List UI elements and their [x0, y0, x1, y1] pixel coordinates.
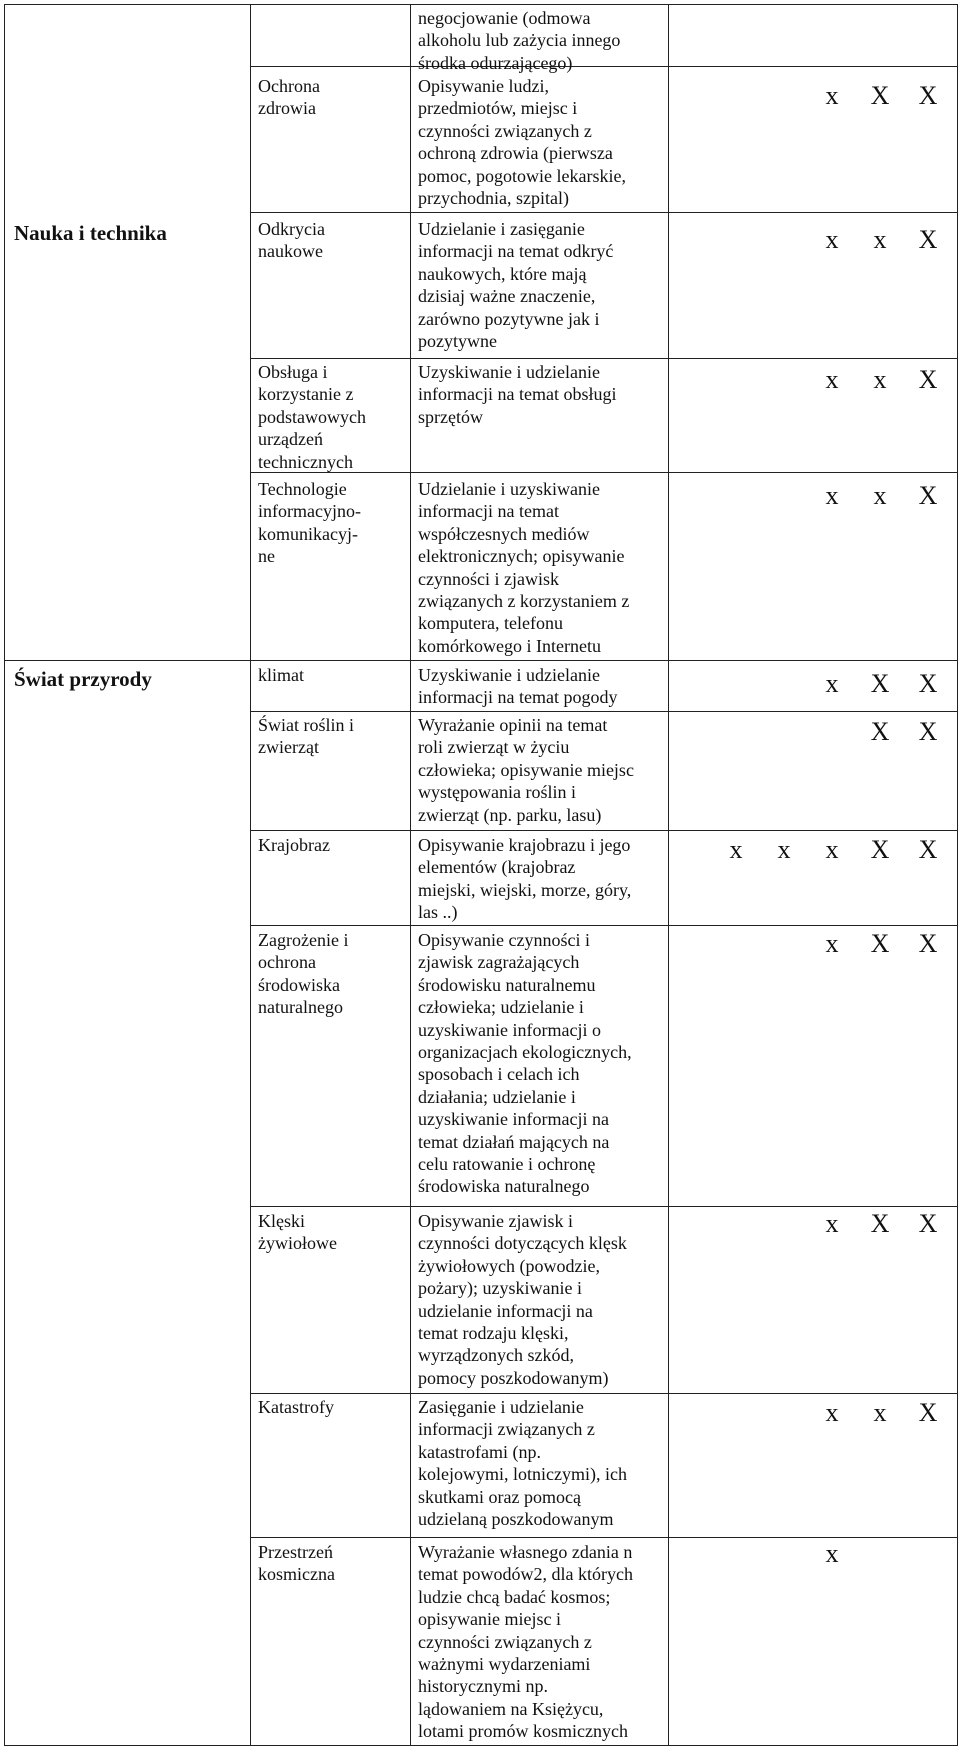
level-mark: X	[870, 81, 890, 110]
level-mark: x	[825, 1398, 839, 1427]
level-marks	[668, 224, 952, 256]
level-mark: X	[918, 1398, 938, 1427]
level-marks	[668, 668, 952, 700]
level-marks	[668, 716, 952, 748]
level-mark: x	[777, 835, 791, 864]
description-text: Zasięganie i udzielanie informacji związanych z katastrofami (np. kolejowymi, lotniczymi), ich skutkami oraz pomocą udzielaną poszkodowanym	[418, 1397, 627, 1530]
topic-label: Klęski żywiołowe	[258, 1211, 337, 1254]
column-divider-description	[668, 4, 669, 1746]
topic-label: Odkrycia naukowe	[258, 219, 325, 262]
description-text: Opisywanie czynności i zjawisk zagrażających środowisku naturalnemu człowieka; udzielanie i uzyskiwanie informacji o organizacjach ekologicznych, sposobach i celach ich działania; udzielanie i uzyskiwanie informacji na temat działań mających na celu ratowanie i ochronę środowiska naturalnego	[418, 930, 632, 1197]
topic-label: Krajobraz	[258, 835, 330, 855]
description-text: Udzielanie i uzyskiwanie informacji na temat współczesnych mediów elektronicznych; opisywanie czynności i zjawisk związanych z korzystaniem z komputera, telefonu komórkowego i Internetu	[418, 479, 630, 656]
level-mark: x	[825, 669, 839, 698]
section-divider	[4, 660, 958, 661]
description-text: Opisywanie krajobrazu i jego elementów (krajobraz miejski, wiejski, morze, góry, las ..)	[418, 835, 632, 923]
level-mark: x	[825, 929, 839, 958]
row-divider	[250, 830, 958, 831]
table-border-right	[957, 4, 958, 1746]
level-marks	[668, 480, 952, 512]
level-mark: X	[918, 365, 938, 394]
level-mark: X	[918, 1209, 938, 1238]
topic-label: Katastrofy	[258, 1397, 334, 1417]
row-divider	[250, 711, 958, 712]
level-mark: X	[918, 81, 938, 110]
column-divider-topic	[410, 4, 411, 1746]
section-label: Nauka i technika	[14, 221, 167, 245]
row-divider	[250, 1393, 958, 1394]
level-marks	[668, 1397, 952, 1429]
level-mark: x	[873, 1398, 887, 1427]
level-mark: x	[825, 365, 839, 394]
level-mark: X	[918, 717, 938, 746]
level-mark: x	[825, 225, 839, 254]
table-border-top	[4, 4, 958, 5]
level-marks	[668, 1208, 952, 1240]
level-marks	[668, 364, 952, 396]
level-mark: X	[918, 835, 938, 864]
level-mark: X	[918, 481, 938, 510]
level-mark: x	[873, 225, 887, 254]
row-divider	[250, 212, 958, 213]
table-border-left	[4, 4, 5, 1746]
topic-label: Świat roślin i zwierząt	[258, 715, 355, 758]
level-marks	[668, 834, 952, 866]
level-mark: X	[870, 717, 890, 746]
level-mark: x	[825, 481, 839, 510]
level-mark: X	[870, 669, 890, 698]
level-mark: x	[825, 1209, 839, 1238]
description-text: Opisywanie ludzi, przedmiotów, miejsc i czynności związanych z ochroną zdrowia (pierwsza pomoc, pogotowie lekarskie, przychodnia, szpital)	[418, 76, 626, 209]
description-text: negocjowanie (odmowa alkoholu lub zażycia innego środka odurzającego)	[418, 8, 621, 73]
level-mark: X	[870, 1209, 890, 1238]
level-mark: X	[870, 929, 890, 958]
description-text: Opisywanie zjawisk i czynności dotyczących klęsk żywiołowych (powodzie, pożary); uzyskiwanie i udzielanie informacji na temat rodzaju klęski, wyrządzonych szkód, pomocy poszkodowanym)	[418, 1211, 627, 1388]
description-text: Wyrażanie własnego zdania n temat powodów2, dla których ludzie chcą badać kosmos; opisywanie miejsc i czynności związanych z ważnymi wydarzeniami historycznymi np. lądowaniem na Księżycu, lotami promów kosmicznych	[418, 1542, 633, 1742]
topic-label: Przestrzeń kosmiczna	[258, 1542, 335, 1585]
level-mark: x	[873, 481, 887, 510]
level-mark: x	[825, 1539, 839, 1568]
description-text: Udzielanie i zasięganie informacji na temat odkryć naukowych, które mają dzisiaj ważne znaczenie, zarówno pozytywne jak i pozytywne	[418, 219, 614, 352]
row-divider	[250, 1206, 958, 1207]
level-marks	[668, 80, 952, 112]
level-mark: x	[873, 365, 887, 394]
description-text: Uzyskiwanie i udzielanie informacji na temat obsługi sprzętów	[418, 362, 617, 427]
row-divider	[250, 925, 958, 926]
level-mark: X	[870, 835, 890, 864]
topic-label: Zagrożenie i ochrona środowiska naturalnego	[258, 930, 349, 1018]
column-divider-area	[250, 4, 251, 1746]
topic-label: klimat	[258, 665, 304, 685]
topic-label: Technologie informacyjno- komunikacyj- ne	[258, 479, 361, 567]
description-text: Uzyskiwanie i udzielanie informacji na temat pogody	[418, 665, 618, 708]
description-text: Wyrażanie opinii na temat roli zwierząt w życiu człowieka; opisywanie miejsc występowania roślin i zwierząt (np. parku, lasu)	[418, 715, 634, 825]
level-mark: X	[918, 225, 938, 254]
level-mark: x	[825, 835, 839, 864]
level-mark: X	[918, 669, 938, 698]
level-mark: x	[729, 835, 743, 864]
row-divider	[250, 358, 958, 359]
level-mark: X	[918, 929, 938, 958]
section-label: Świat przyrody	[14, 667, 152, 691]
level-mark: x	[825, 81, 839, 110]
level-marks	[668, 928, 952, 960]
table-border-bottom	[4, 1745, 958, 1746]
level-marks	[668, 1538, 952, 1570]
topic-label: Ochrona zdrowia	[258, 76, 320, 119]
topic-label: Obsługa i korzystanie z podstawowych urządzeń technicznych	[258, 362, 366, 472]
